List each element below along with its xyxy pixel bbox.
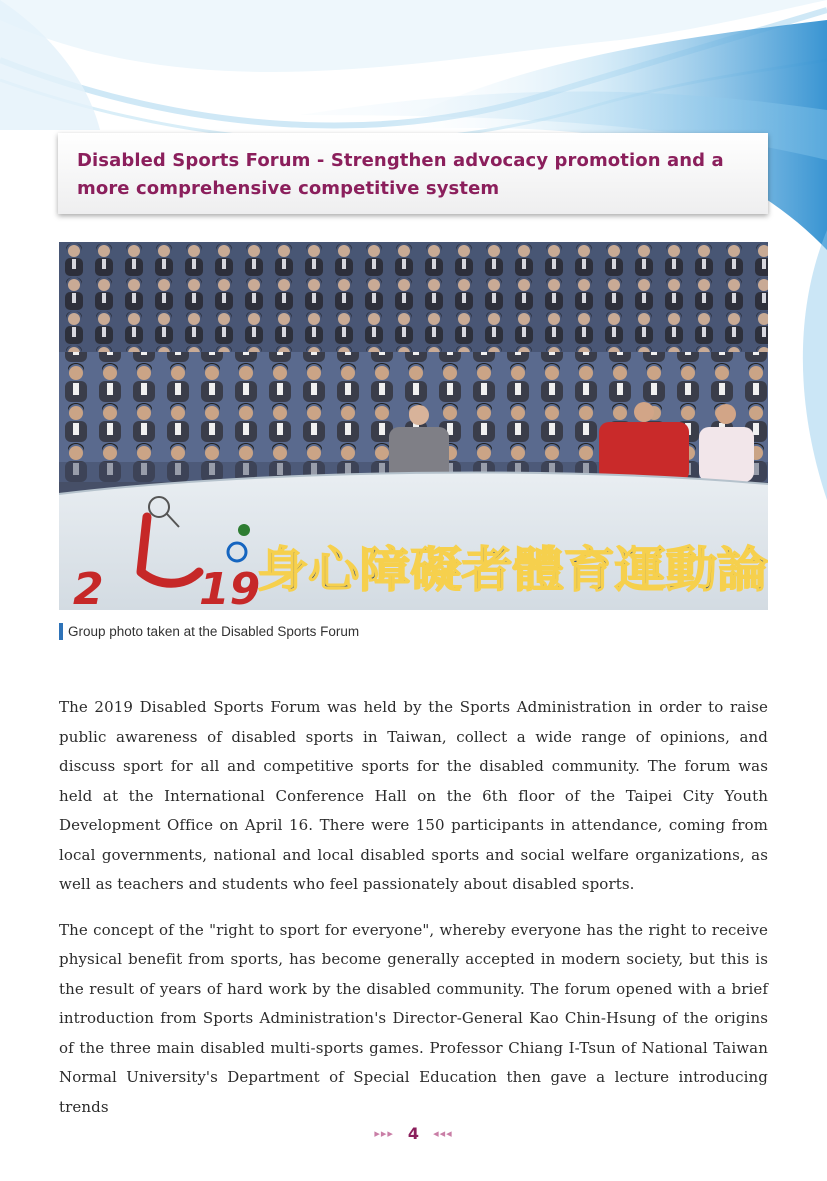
section-title-box [58, 133, 768, 214]
page-number: 4 [407, 1124, 420, 1143]
paragraph-2: The concept of the "right to sport for everyone", whereby everyone has the right to receive physical benefit from sports, has become generally accepted in modern society, but this is the result of years of hard work by the disabled community. The forum opened with a brief introduction from Sports Administration's Director-General Kao Chin-Hsung of the origins of the three main disabled multi-sports games. Professor Chiang I-Tsun of National Taiwan Normal University's Department of Special Education then gave a lecture introducing trends [59, 920, 768, 1116]
footer-arrows-right-icon: ◂◂◂ [433, 1128, 453, 1140]
footer-arrows-left-icon: ▸▸▸ [374, 1128, 394, 1140]
page-footer [0, 1124, 827, 1143]
photo-caption: Group photo taken at the Disabled Sports Forum [59, 623, 359, 640]
section-title: Disabled Sports Forum - Strengthen advocacy promotion and a more comprehensive competitive system [77, 150, 724, 199]
banner-title: 身心障礙者體育運動論 [257, 542, 768, 598]
banner-year-right: 19 [199, 564, 261, 610]
group-photo [59, 242, 768, 610]
paragraph-1: The 2019 Disabled Sports Forum was held by the Sports Administration in order to raise public awareness of disabled sports in Taiwan, collect a wide range of opinions, and discuss sport for all and competitive sports for the disabled community. The forum was held at the International Conference Hall on the 6th floor of the Taipei City Youth Development Office on April 16. There were 150 participants in attendance, coming from local governments, national and local disabled sports and social welfare organizations, as well as teachers and students who feel passionately about disabled sports. [59, 698, 768, 893]
banner-year-left: 2 [73, 564, 104, 610]
article-body [59, 693, 768, 1138]
